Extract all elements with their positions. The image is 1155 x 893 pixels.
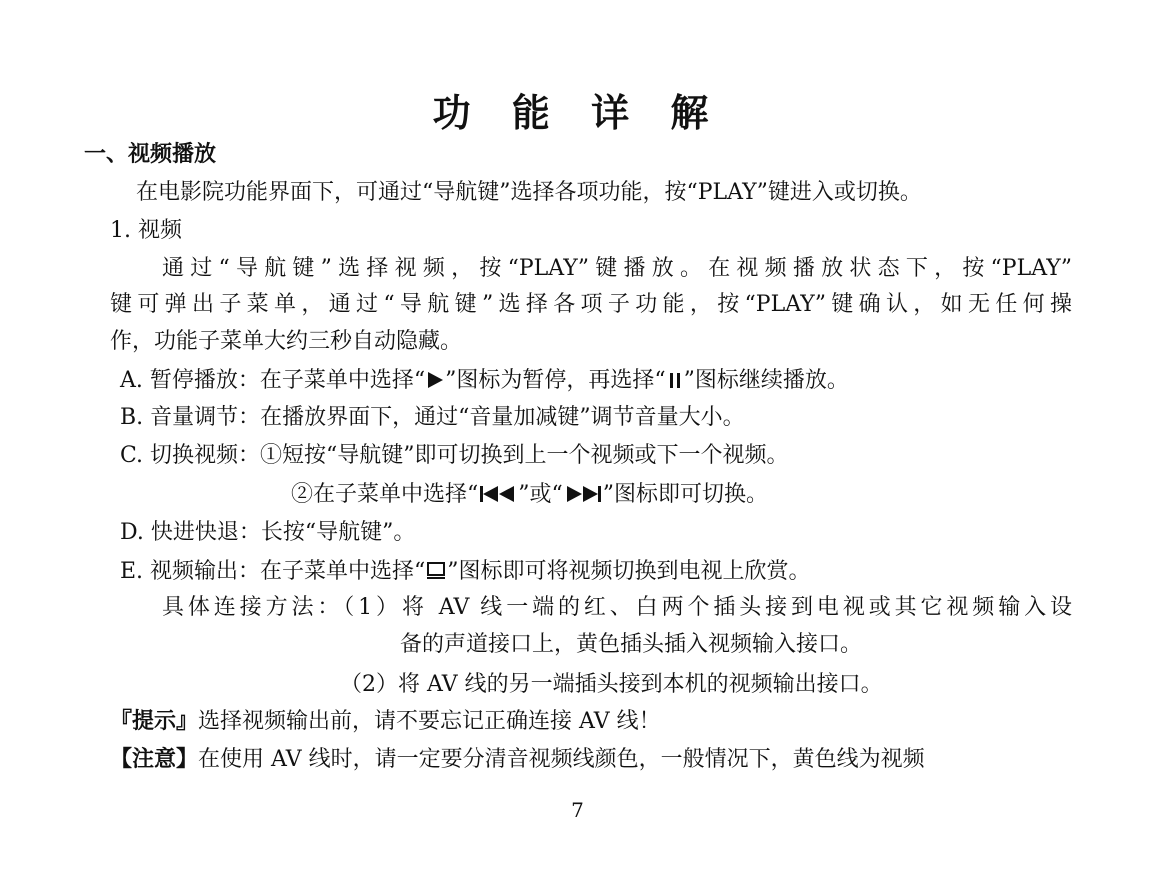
tv-output-icon bbox=[425, 560, 447, 590]
tip-line bbox=[110, 707, 661, 737]
method-line-1: 具体连接方法：（1）将 AV 线一端的红、白两个插头接到电视或其它视频输入设 bbox=[162, 595, 1072, 620]
section-heading-video-playback: 一、视频播放 bbox=[84, 142, 217, 167]
pause-icon bbox=[666, 369, 684, 399]
method-line-3: （2）将 AV 线的另一端插头接到本机的视频输出接口。 bbox=[340, 672, 883, 697]
paragraph-line-3: 作，功能子菜单大约三秒自动隐藏。 bbox=[110, 329, 463, 354]
item-c-switch-video-line-2 bbox=[291, 480, 768, 513]
item-c-switch-video: C. 切换视频：①短按“导航键”即可切换到上一个视频或下一个视频。 bbox=[120, 443, 789, 468]
item-c-text-post: ”图标即可切换。 bbox=[602, 482, 768, 507]
item-c-text-mid: ”或“ bbox=[518, 482, 563, 507]
note-label: 【注意】 bbox=[110, 747, 199, 772]
intro-paragraph: 在电影院功能界面下，可通过“导航键”选择各项功能，按“PLAY”键进入或切换。 bbox=[136, 180, 922, 205]
paragraph-line-2: 键可弹出子菜单，通过“导航键”选择各项子功能，按“PLAY”键确认，如无任何操 bbox=[110, 292, 1072, 317]
item-e-text-post: ”图标即可将视频切换到电视上欣赏。 bbox=[447, 559, 811, 584]
item-a-text-mid: ”图标为暂停，再选择“ bbox=[445, 368, 666, 393]
note-text: 在使用 AV 线时，请一定要分清音视频线颜色，一般情况下，黄色线为视频 bbox=[198, 747, 925, 772]
item-b-volume: B. 音量调节：在播放界面下，通过“音量加减键”调节音量大小。 bbox=[120, 405, 745, 430]
play-icon bbox=[425, 369, 445, 399]
previous-icon bbox=[478, 483, 518, 513]
tip-label: 『提示』 bbox=[110, 709, 199, 734]
item-e-text-pre: E. 视频输出：在子菜单中选择“ bbox=[120, 559, 426, 584]
next-icon bbox=[563, 483, 603, 513]
item-c-text-pre: ②在子菜单中选择“ bbox=[291, 482, 479, 507]
paragraph-line-1: 通过“导航键”选择视频，按“PLAY”键播放。在视频播放状态下，按“PLAY” bbox=[162, 256, 1072, 281]
item-a-text-post: ”图标继续播放。 bbox=[683, 368, 849, 393]
page-number: 7 bbox=[571, 798, 584, 822]
item-d-fast-forward: D. 快进快退：长按“导航键”。 bbox=[120, 520, 416, 545]
subsection-video: 1. 视频 bbox=[110, 218, 182, 243]
item-a-pause bbox=[120, 366, 849, 399]
page-title: 功 能 详 解 bbox=[432, 91, 723, 135]
note-line bbox=[110, 745, 925, 775]
method-line-2: 备的声道接口上，黄色插头插入视频输入接口。 bbox=[400, 632, 863, 657]
tip-text: 选择视频输出前，请不要忘记正确连接 AV 线！ bbox=[198, 709, 661, 734]
item-e-video-output bbox=[120, 557, 811, 590]
item-a-text-pre: A. 暂停播放：在子菜单中选择“ bbox=[120, 368, 426, 393]
